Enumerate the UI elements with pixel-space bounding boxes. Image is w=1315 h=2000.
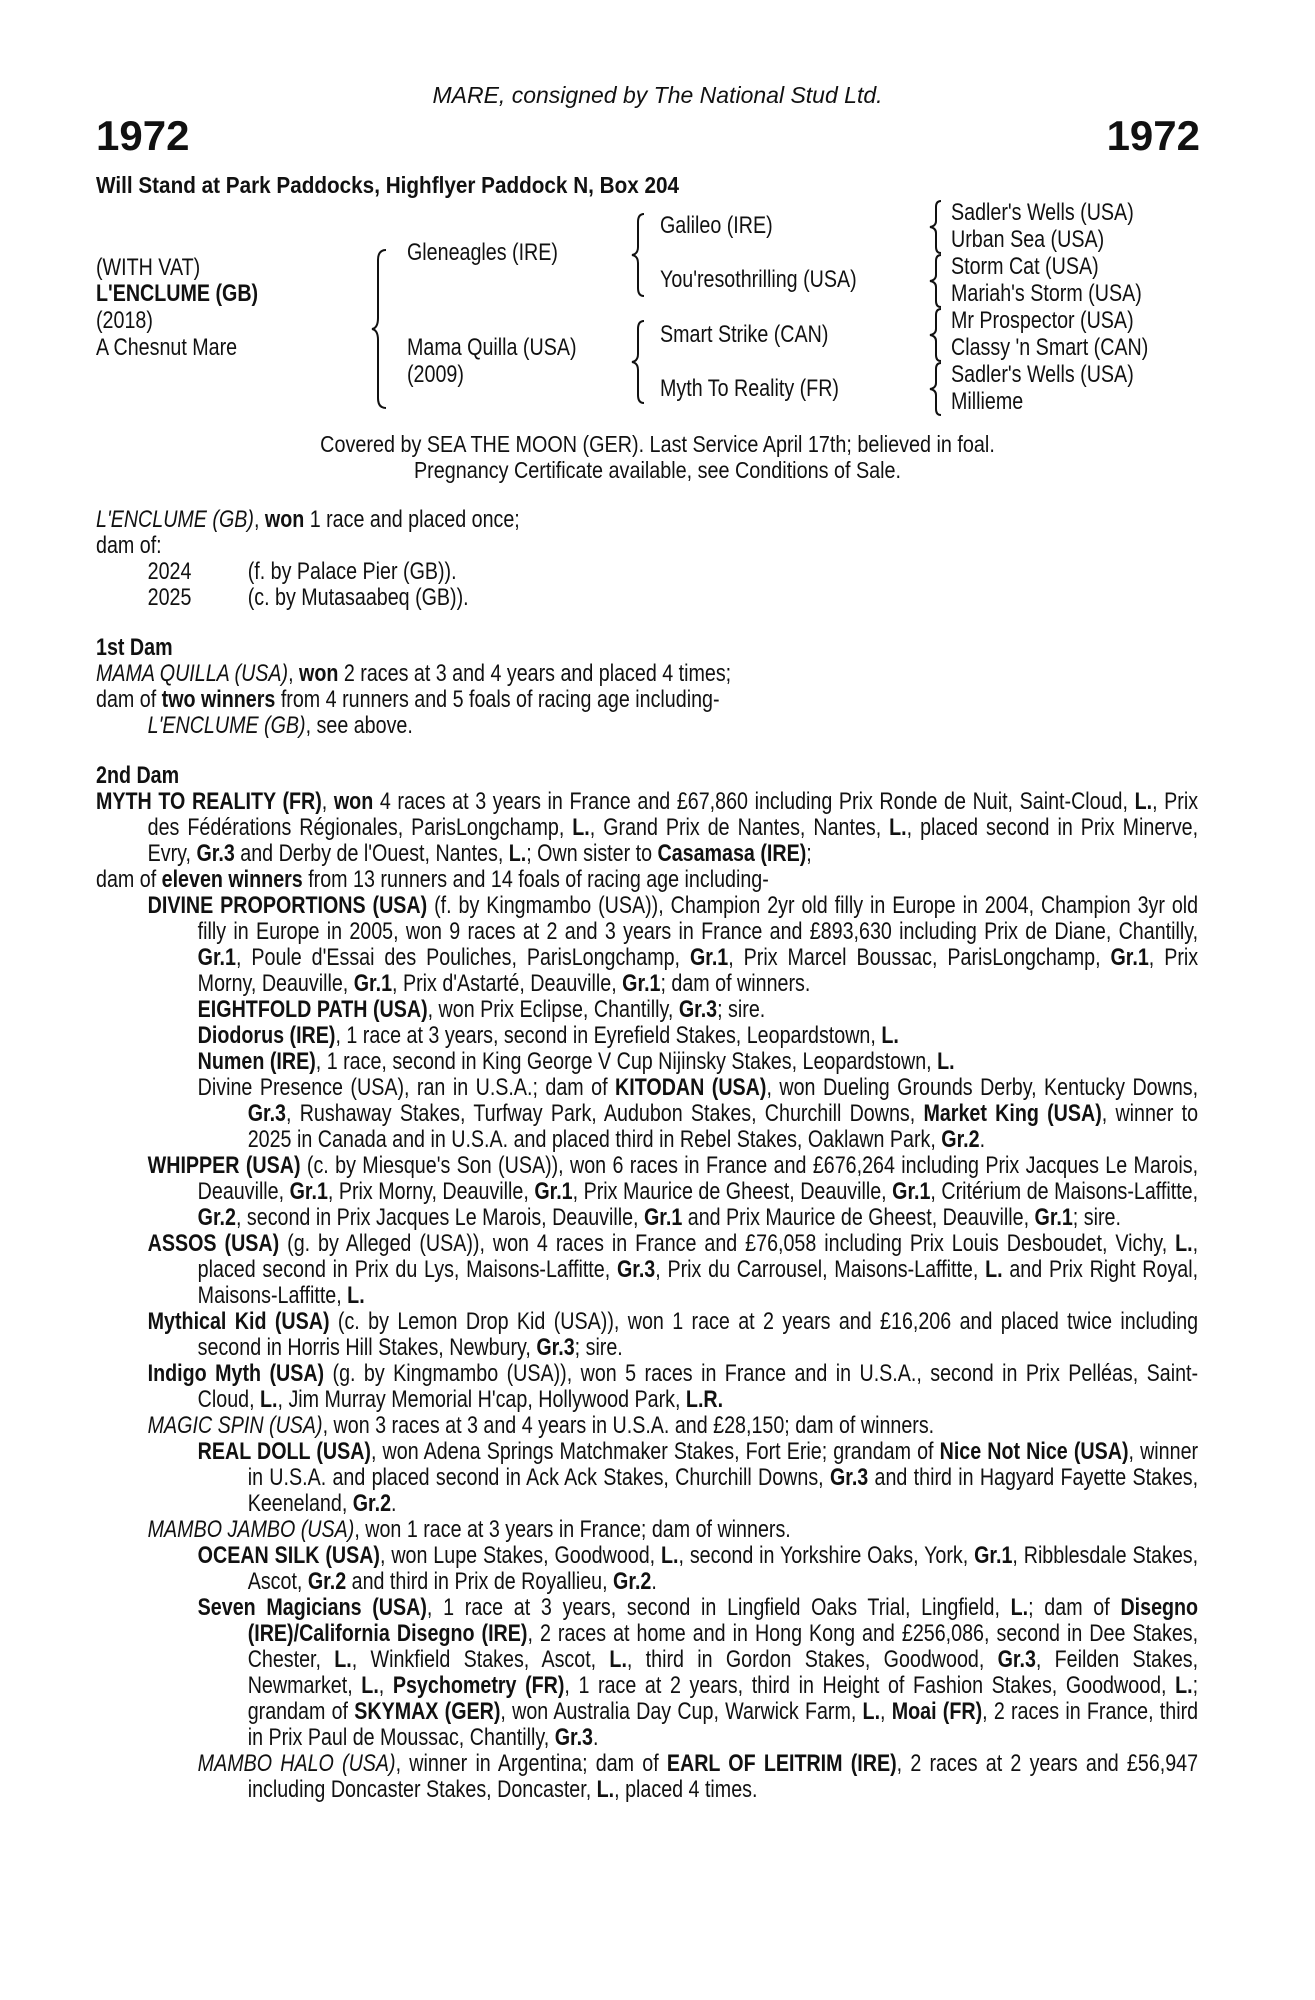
entry-text: ; dam of <box>1028 1594 1121 1621</box>
pedigree-entry <box>96 867 1198 893</box>
entry-text: , Prix Marcel Boussac, ParisLongchamp, <box>728 944 1111 971</box>
pregnancy-line: Pregnancy Certificate available, see Conditions of Sale. <box>413 457 902 483</box>
entry-text: and third in Prix de Royallieu, <box>346 1568 614 1595</box>
italic-text: MAMBO JAMBO (USA) <box>147 1516 355 1543</box>
bold-text: Gr.1 <box>1110 944 1149 971</box>
entry-text: , 1 race, second in King George V Cup Nijinsky Stakes, Leopardstown, <box>315 1048 938 1075</box>
entry-text: , Rushaway Stakes, Turfway Park, Audubon Stakes, Churchill Downs, <box>285 1100 924 1127</box>
dam: Mama Quilla (USA) <box>407 334 577 361</box>
entry-text: , won Lupe Stakes, Goodwood, <box>379 1542 661 1569</box>
entry-text: , Grand Prix de Nantes, Nantes, <box>589 814 890 841</box>
entry-text: (c. by Miesque's Son (USA)), won 6 races in France and £676,264 including Prix Jacques Le Marois, Deauville, <box>197 1152 1199 1205</box>
produce-year: 2025 <box>147 584 192 611</box>
entry-text: , Poule d'Essai des Pouliches, ParisLongchamp, <box>235 944 690 971</box>
entry-text: , Ribblesdale Stakes, Ascot, <box>247 1542 1199 1595</box>
entry-text: from 13 runners and 14 foals of racing age including- <box>302 866 769 893</box>
entry-text: . <box>391 1490 397 1517</box>
bold-text: Gr.3 <box>616 1256 656 1283</box>
gen3-ancestor: Classy 'n Smart (CAN) <box>951 334 1149 361</box>
entry-text: , won Prix Eclipse, Chantilly, <box>427 996 679 1023</box>
bold-text: L. <box>596 1776 615 1803</box>
entry-text: , won Australia Day Cup, Warwick Farm, <box>500 1698 863 1725</box>
bold-text: two winners <box>161 686 276 713</box>
entry-text: , winner to 2025 in Canada and in U.S.A. and placed third in Rebel Stakes, Oaklawn Park, <box>247 1100 1199 1153</box>
bold-text: Gr.1 <box>622 970 661 997</box>
pedigree-entry <box>96 789 1198 867</box>
entry-text: , winner in Argentina; dam of <box>395 1750 667 1777</box>
entry-text: and third in Hagyard Fayette Stakes, Keeneland, <box>247 1464 1199 1517</box>
produce-detail: (f. by Palace Pier (GB)). <box>247 558 457 585</box>
produce-record <box>96 585 1198 611</box>
brace-icon <box>928 361 944 417</box>
bold-text: won <box>264 506 305 533</box>
entry-text: (g. by Kingmambo (USA)), won 5 races in France and in U.S.A., second in Prix Pelléas, Saint-Cloud, <box>197 1360 1199 1413</box>
horse-name: L'ENCLUME (GB) <box>96 280 259 307</box>
bold-text: L. <box>881 1022 899 1049</box>
entry-text: Divine Presence (USA), ran in U.S.A.; dam of <box>197 1074 616 1101</box>
bold-text: ASSOS (USA) <box>147 1230 280 1257</box>
entry-text: , won 3 races at 3 and 4 years in U.S.A. and £28,150; dam of winners. <box>322 1412 935 1439</box>
entry-text: ; sire. <box>717 996 766 1023</box>
bold-text: Gr.1 <box>689 944 729 971</box>
bold-text: L. <box>609 1646 627 1673</box>
catalogue-body <box>96 507 1198 1803</box>
bold-text: Mythical Kid (USA) <box>147 1308 330 1335</box>
horse-description: A Chesnut Mare <box>96 334 238 361</box>
entry-text: ; grandam of <box>247 1672 1199 1725</box>
pedigree-entry <box>96 1309 1198 1361</box>
italic-text: MAMBO HALO (USA) <box>197 1750 396 1777</box>
bold-text: Moai (FR) <box>891 1698 983 1725</box>
pedigree-entry <box>96 997 1198 1023</box>
pedigree-entry <box>96 1439 1198 1517</box>
section-heading: 1st Dam <box>96 634 173 661</box>
entry-text: , won 1 race at 3 years in France; dam of winners. <box>354 1516 791 1543</box>
bold-text: Gr.3 <box>829 1464 869 1491</box>
bold-text: MYTH TO REALITY (FR) <box>96 788 322 815</box>
brace-icon <box>928 199 944 255</box>
bold-text: won <box>333 788 374 815</box>
pedigree-entry <box>96 713 1198 739</box>
entry-text: , Feilden Stakes, Newmarket, <box>247 1646 1199 1699</box>
brace-icon <box>630 212 648 298</box>
bold-text: L. <box>1010 1594 1029 1621</box>
entry-text: ; sire. <box>1072 1204 1121 1231</box>
pedigree-entry <box>96 1049 1198 1075</box>
bold-text: Gr.2 <box>941 1126 980 1153</box>
produce-year: 2024 <box>147 558 192 585</box>
gen3-ancestor: Sadler's Wells (USA) <box>951 199 1134 226</box>
bold-text: Gr.3 <box>678 996 718 1023</box>
entry-text: , Prix Morny, Deauville, <box>197 944 1199 997</box>
bold-text: eleven winners <box>161 866 303 893</box>
entry-text: , 1 race at 3 years, second in Lingfield Oaks Trial, Lingfield, <box>426 1594 1011 1621</box>
entry-text: ; Own sister to <box>526 840 658 867</box>
entry-text: , Winkfield Stakes, Ascot, <box>351 1646 610 1673</box>
bold-text: Indigo Myth (USA) <box>147 1360 325 1387</box>
section-heading: 2nd Dam <box>96 762 180 789</box>
bold-text: Gr.1 <box>534 1178 573 1205</box>
pedigree-entry <box>96 1153 1198 1231</box>
entry-text: (c. by Lemon Drop Kid (USA)), won 1 race at 2 years and £16,206 and placed twice including second in Horris Hill Stakes, Newbury, <box>197 1308 1199 1361</box>
covering-note <box>0 431 1315 483</box>
pedigree-entry <box>96 1751 1198 1803</box>
entry-text: . <box>651 1568 657 1595</box>
bold-text: Gr.3 <box>554 1724 593 1751</box>
vat-note: (WITH VAT) <box>96 254 201 281</box>
bold-text: L. <box>260 1386 278 1413</box>
entry-text: , see above. <box>305 712 413 739</box>
entry-text: ; sire. <box>574 1334 623 1361</box>
italic-text: L'ENCLUME (GB) <box>96 506 254 533</box>
entry-text: , third in Gordon Stakes, Goodwood, <box>626 1646 998 1673</box>
italic-text: MAMA QUILLA (USA) <box>96 660 289 687</box>
bold-text: L. <box>347 1282 365 1309</box>
pedigree-entry <box>96 1517 1198 1543</box>
bold-text: Gr.2 <box>307 1568 347 1595</box>
produce-detail: (c. by Mutasaabeq (GB)). <box>247 584 469 611</box>
gen3-ancestor: Mariah's Storm (USA) <box>951 280 1142 307</box>
bold-text: Seven Magicians (USA) <box>197 1594 427 1621</box>
entry-text: ; dam of winners. <box>660 970 811 997</box>
bold-text: Diodorus (IRE) <box>197 1022 336 1049</box>
entry-text: , winner in U.S.A. and placed second in Ack Ack Stakes, Churchill Downs, <box>247 1438 1199 1491</box>
bold-text: EARL OF LEITRIM (IRE) <box>666 1750 897 1777</box>
gen3-ancestor: Storm Cat (USA) <box>951 253 1099 280</box>
entry-text: , Prix du Carrousel, Maisons-Laffitte, <box>655 1256 986 1283</box>
entry-text: from 4 runners and 5 foals of racing age including- <box>275 686 720 713</box>
bold-text: Gr.3 <box>247 1100 286 1127</box>
italic-text: L'ENCLUME (GB) <box>147 712 306 739</box>
bold-text: L. <box>1175 1672 1193 1699</box>
entry-text: and Prix Maurice de Gheest, Deauville, <box>682 1204 1035 1231</box>
bold-text: Psychometry (FR) <box>392 1672 565 1699</box>
bold-text: Disegno (IRE)/California Disegno (IRE) <box>247 1594 1199 1647</box>
bold-text: Gr.2 <box>197 1204 236 1231</box>
bold-text: Gr.2 <box>613 1568 652 1595</box>
bold-text: L. <box>862 1698 881 1725</box>
entry-text: , won Dueling Grounds Derby, Kentucky Downs, <box>766 1074 1199 1101</box>
entry-text: , <box>253 506 265 533</box>
gen2-dam-sire: Smart Strike (CAN) <box>660 321 829 348</box>
pedigree-entry <box>96 661 1198 687</box>
bold-text: REAL DOLL (USA) <box>197 1438 371 1465</box>
entry-text: , 2 races at 2 years and £56,947 including Doncaster Stakes, Doncaster, <box>247 1750 1199 1803</box>
bold-text: L. <box>937 1048 955 1075</box>
bold-text: Gr.1 <box>353 970 393 997</box>
brace-icon <box>630 319 648 405</box>
entry-text: 4 races at 3 years in France and £67,860 including Prix Ronde de Nuit, Saint-Cloud, <box>373 788 1135 815</box>
bold-text: L. <box>1175 1230 1193 1257</box>
gen3-ancestor: Mr Prospector (USA) <box>951 307 1134 334</box>
pedigree-entry <box>96 1231 1198 1309</box>
lot-number-right: 1972 <box>1106 112 1200 159</box>
bold-text: L. <box>334 1646 352 1673</box>
bold-text: Gr.1 <box>892 1178 931 1205</box>
italic-text: MAGIC SPIN (USA) <box>147 1412 323 1439</box>
entry-text: dam of <box>96 866 162 893</box>
gen3-ancestor: Urban Sea (USA) <box>951 226 1105 253</box>
entry-text: and Derby de l'Ouest, Nantes, <box>234 840 509 867</box>
gen3-ancestor: Sadler's Wells (USA) <box>951 361 1134 388</box>
bold-text: Gr.1 <box>974 1542 1013 1569</box>
bold-text: L. <box>572 814 590 841</box>
bold-text: Gr.3 <box>196 840 235 867</box>
bold-text: Market King (USA) <box>923 1100 1102 1127</box>
pedigree-entry <box>96 507 1198 533</box>
entry-text: , Critérium de Maisons-Laffitte, <box>930 1178 1199 1205</box>
horse-foaled: (2018) <box>96 307 153 334</box>
entry-text: , Prix Maurice de Gheest, Deauville, <box>572 1178 893 1205</box>
entry-text: , placed second in Prix Minerve, Evry, <box>147 814 1199 867</box>
lot-number-left: 1972 <box>96 112 190 159</box>
pedigree-entry <box>96 893 1198 997</box>
entry-text: and Prix Right Royal, Maisons-Laffitte, <box>197 1256 1199 1309</box>
bold-text: Gr.1 <box>289 1178 328 1205</box>
bold-text: L. <box>508 840 527 867</box>
bold-text: L. <box>1134 788 1153 815</box>
produce-record <box>96 559 1198 585</box>
pedigree-entry <box>96 1075 1198 1153</box>
bold-text: L.R. <box>685 1386 724 1413</box>
brace-icon <box>928 253 944 309</box>
pedigree-entry <box>96 1543 1198 1595</box>
pedigree-entry <box>96 687 1198 713</box>
entry-text: , Jim Murray Memorial H'cap, Hollywood Park, <box>277 1386 686 1413</box>
entry-text: , 2 races in France, third in Prix Paul de Moussac, Chantilly, <box>247 1698 1199 1751</box>
entry-text: dam of: <box>96 532 162 559</box>
bold-text: Casamasa (IRE) <box>657 840 807 867</box>
bold-text: won <box>299 660 339 687</box>
stabling-location: Will Stand at Park Paddocks, Highflyer Paddock N, Box 204 <box>96 172 680 198</box>
entry-text: 2 races at 3 and 4 years and placed 4 times; <box>338 660 732 687</box>
entry-text: , 2 races at home and in Hong Kong and £256,086, second in Dee Stakes, Chester, <box>247 1620 1199 1673</box>
consignment-line: MARE, consigned by The National Stud Ltd. <box>432 82 883 108</box>
entry-text: , won Adena Springs Matchmaker Stakes, Fort Erie; grandam of <box>370 1438 940 1465</box>
gen2-sire-sire: Galileo (IRE) <box>660 212 773 239</box>
bold-text: Gr.1 <box>1034 1204 1073 1231</box>
entry-text: 1 race and placed once; <box>304 506 520 533</box>
entry-text: , 1 race at 2 years, third in Height of Fashion Stakes, Goodwood, <box>564 1672 1176 1699</box>
bold-text: WHIPPER (USA) <box>147 1152 301 1179</box>
entry-text: . <box>979 1126 986 1153</box>
entry-text: , 1 race at 3 years, second in Eyrefield Stakes, Leopardstown, <box>335 1022 882 1049</box>
bold-text: OCEAN SILK (USA) <box>197 1542 380 1569</box>
gen2-sire-dam: You'resothrilling (USA) <box>660 266 857 293</box>
entry-text: , Prix Morny, Deauville, <box>327 1178 535 1205</box>
bold-text: DIVINE PROPORTIONS (USA) <box>147 892 428 919</box>
pedigree-entry <box>96 1413 1198 1439</box>
bold-text: KITODAN (USA) <box>615 1074 767 1101</box>
pedigree-entry <box>96 533 1198 559</box>
bold-text: L. <box>889 814 907 841</box>
entry-text: , <box>288 660 300 687</box>
entry-text: , Prix d'Astarté, Deauville, <box>392 970 623 997</box>
entry-text: , second in Prix Jacques Le Marois, Deauville, <box>235 1204 644 1231</box>
entry-text: ; <box>806 840 812 867</box>
brace-icon <box>928 307 944 363</box>
bold-text: Gr.1 <box>197 944 236 971</box>
entry-text: . <box>592 1724 599 1751</box>
entry-text: (f. by Kingmambo (USA)), Champion 2yr old filly in Europe in 2004, Champion 3yr old filly in Europe in 2005, won 9 races at 2 and 3 years in France and £893,630 including Prix de Diane, Chantilly, <box>197 892 1199 945</box>
entry-text: , <box>321 788 334 815</box>
entry-text: (g. by Alleged (USA)), won 4 races in France and £76,058 including Prix Louis Desboudet, Vichy, <box>279 1230 1176 1257</box>
entry-text: dam of <box>96 686 162 713</box>
bold-text: Numen (IRE) <box>197 1048 316 1075</box>
entry-text: , <box>378 1672 393 1699</box>
pedigree-entry <box>96 1361 1198 1413</box>
entry-text: , second in Yorkshire Oaks, York, <box>678 1542 975 1569</box>
pedigree-entry <box>96 1595 1198 1751</box>
bold-text: Gr.2 <box>352 1490 392 1517</box>
bold-text: Gr.3 <box>997 1646 1036 1673</box>
gen3-ancestor: Millieme <box>951 388 1024 415</box>
bold-text: L. <box>660 1542 679 1569</box>
covering-line: Covered by SEA THE MOON (GER). Last Service April 17th; believed in foal. <box>320 431 995 457</box>
bold-text: EIGHTFOLD PATH (USA) <box>197 996 428 1023</box>
pedigree-entry <box>96 1023 1198 1049</box>
bold-text: SKYMAX (GER) <box>354 1698 501 1725</box>
bold-text: Nice Not Nice (USA) <box>939 1438 1129 1465</box>
entry-text: , Prix des Fédérations Régionales, ParisLongchamp, <box>147 788 1199 841</box>
bold-text: L. <box>985 1256 1003 1283</box>
dam-year: (2009) <box>407 361 464 388</box>
gen2-dam-dam: Myth To Reality (FR) <box>660 375 839 402</box>
bold-text: Gr.3 <box>536 1334 575 1361</box>
sire: Gleneagles (IRE) <box>407 239 558 266</box>
brace-icon <box>370 248 390 410</box>
entry-text: , <box>880 1698 892 1725</box>
entry-text: , placed second in Prix du Lys, Maisons-Laffitte, <box>197 1230 1199 1283</box>
entry-text: , placed 4 times. <box>614 1776 758 1803</box>
bold-text: L. <box>361 1672 379 1699</box>
bold-text: Gr.1 <box>643 1204 683 1231</box>
